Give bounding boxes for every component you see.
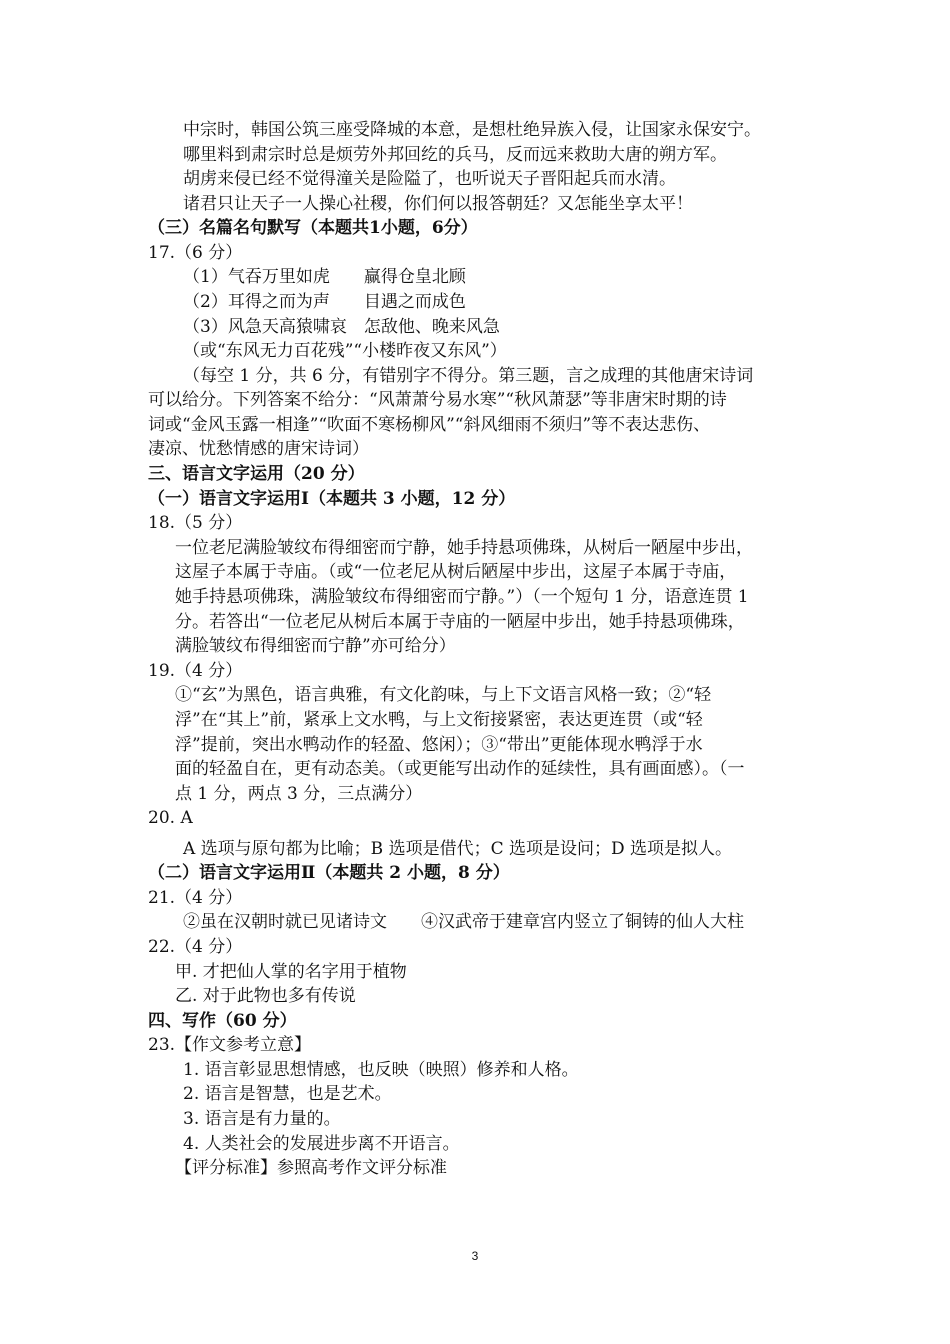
section-heading-famous-lines: （三）名篇名句默写（本题共1小题，6分）	[148, 218, 478, 238]
q23-point-2: 2. 语言是智慧，也是艺术。	[183, 1084, 392, 1104]
q22-answer-b: 乙. 对于此物也多有传说	[175, 986, 356, 1006]
q17-answer-1: （1）气吞万里如虎 赢得仓皇北顾	[183, 267, 466, 287]
q17-note-line-4: 凄凉、忧愁情感的唐宋诗词）	[148, 439, 369, 459]
q21-answer: ②虽在汉朝时就已见诸诗文 ④汉武帝于建章宫内竖立了铜铸的仙人大柱	[183, 912, 744, 932]
q23-point-1: 1. 语言彰显思想情感，也反映（映照）修养和人格。	[183, 1060, 579, 1080]
page-number: 3	[471, 1249, 479, 1263]
q19-line-2: 浮”在“其上”前，紧承上文水鸭，与上文衔接紧密，表达更连贯（或“轻	[175, 710, 703, 730]
question-23-label: 23.【作文参考立意】	[148, 1035, 312, 1055]
question-18-label: 18.（5 分）	[148, 513, 243, 533]
q23-point-3: 3. 语言是有力量的。	[183, 1109, 341, 1129]
q23-scoring-standard: 【评分标准】参照高考作文评分标准	[175, 1158, 447, 1178]
q18-line-2: 这屋子本属于寺庙。（或“一位老尼从树后陋屋中步出，这屋子本属于寺庙，	[175, 562, 737, 582]
part-heading-writing: 四、写作（60 分）	[148, 1011, 297, 1031]
q23-point-4: 4. 人类社会的发展进步离不开语言。	[183, 1134, 460, 1154]
q17-answer-2: （2）耳得之而为声 目遇之而成色	[183, 292, 466, 312]
question-21-label: 21.（4 分）	[148, 888, 243, 908]
question-17-label: 17.（6 分）	[148, 243, 243, 263]
subsection-heading-language-use-2: （二）语言文字运用Ⅱ（本题共 2 小题，8 分）	[148, 863, 510, 883]
subsection-heading-language-use-1: （一）语言文字运用Ⅰ（本题共 3 小题，12 分）	[148, 489, 516, 509]
q17-answer-alt: （或“东风无力百花残”“小楼昨夜又东风”）	[183, 341, 507, 361]
question-20-label: 20. A	[148, 808, 193, 828]
part-heading-language-use: 三、语言文字运用（20 分）	[148, 464, 365, 484]
q17-note-line-3: 词或“金风玉露一相逢”“吹面不寒杨柳风”“斜风细雨不须归”等不表达悲伤、	[148, 415, 711, 435]
question-22-label: 22.（4 分）	[148, 937, 243, 957]
q17-note-line-2: 可以给分。下列答案不给分：“风萧萧兮易水寒”“秋风萧瑟”等非唐宋时期的诗	[148, 390, 727, 410]
q19-line-5: 点 1 分，两点 3 分，三点满分）	[175, 784, 423, 804]
q18-line-3: 她手持悬项佛珠，满脸皱纹布得细密而宁静。”）（一个短句 1 分，语意连贯 1	[175, 587, 749, 607]
q19-line-3: 浮”提前，突出水鸭动作的轻盈、悠闲）；③“带出”更能体现水鸭浮于水	[175, 735, 703, 755]
q19-line-4: 面的轻盈自在，更有动态美。（或更能写出动作的延续性，具有画面感）。（一	[175, 759, 745, 779]
q20-explanation: A 选项与原句都为比喻；B 选项是借代；C 选项是设问；D 选项是拟人。	[183, 839, 733, 859]
translation-line-3: 胡虏来侵已经不觉得潼关是险隘了，也听说天子晋阳起兵而水清。	[183, 169, 676, 189]
q17-note-line-1: （每空 1 分，共 6 分，有错别字不得分。第三题，言之成理的其他唐宋诗词	[183, 366, 754, 386]
q17-answer-3: （3）风急天高猿啸哀 怎敌他、晚来风急	[183, 317, 500, 337]
q18-line-4: 分。若答出“一位老尼从树后本属于寺庙的一陋屋中步出，她手持悬项佛珠，	[175, 612, 745, 632]
q22-answer-a: 甲. 才把仙人掌的名字用于植物	[175, 962, 407, 982]
q19-line-1: ①“玄”为黑色，语言典雅，有文化韵味，与上下文语言风格一致；②“轻	[175, 685, 712, 705]
q18-line-1: 一位老尼满脸皱纹布得细密而宁静，她手持悬项佛珠，从树后一陋屋中步出，	[175, 538, 753, 558]
translation-line-4: 诸君只让天子一人操心社稷，你们何以报答朝廷？又怎能坐享太平！	[183, 194, 693, 214]
q18-line-5: 满脸皱纹布得细密而宁静”亦可给分）	[175, 636, 456, 656]
translation-line-1: 中宗时，韩国公筑三座受降城的本意，是想杜绝异族入侵，让国家永保安宁。	[183, 120, 761, 140]
translation-line-2: 哪里料到肃宗时总是烦劳外邦回纥的兵马，反而远来救助大唐的朔方军。	[183, 145, 727, 165]
question-19-label: 19.（4 分）	[148, 661, 243, 681]
